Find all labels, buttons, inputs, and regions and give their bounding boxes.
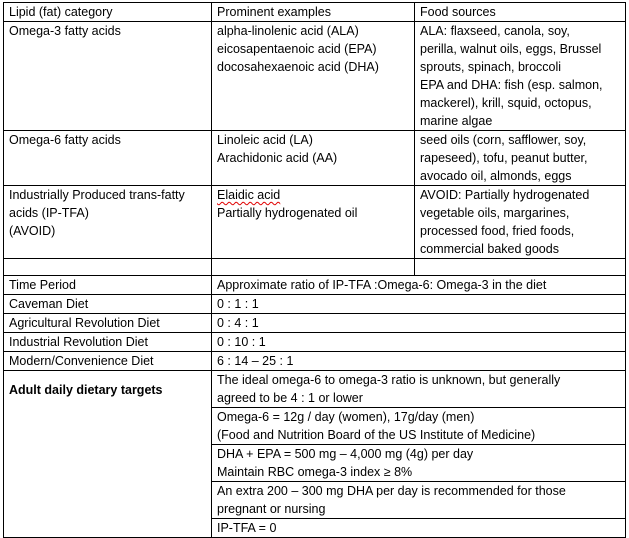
targets-label: Adult daily dietary targets (4, 371, 212, 538)
example-line: Elaidic acid (217, 188, 281, 202)
sources-cell (415, 22, 626, 131)
source-line: AVOID: Partially hydrogenated (420, 188, 590, 202)
example-line: docosahexaenoic acid (DHA) (217, 60, 379, 74)
spacer-cell (415, 259, 626, 276)
header-time-period: Time Period (4, 276, 212, 295)
target-line: An extra 200 – 300 mg DHA per day is recommended for those (217, 484, 566, 498)
sources-cell (415, 131, 626, 186)
category-line: Omega-6 fatty acids (9, 133, 121, 147)
target-row (4, 371, 626, 408)
source-line: ALA: flaxseed, canola, soy, (420, 24, 570, 38)
spacer-row (4, 259, 626, 276)
example-line: Linoleic acid (LA) (217, 133, 313, 147)
table1-row-ip-tfa (4, 186, 626, 259)
diet-ratio: 0 : 10 : 1 (212, 333, 626, 352)
target-line: The ideal omega-6 to omega-3 ratio is unknown, but generally (217, 373, 561, 387)
diet-row (4, 333, 626, 352)
target-cell (212, 371, 626, 408)
source-line: rapeseed), tofu, peanut butter, (420, 151, 588, 165)
source-line: perilla, walnut oils, eggs, Brussel (420, 42, 602, 56)
source-line: EPA and DHA: fish (esp. salmon, (420, 78, 603, 92)
category-line: Omega-3 fatty acids (9, 24, 121, 38)
target-cell (212, 519, 626, 538)
examples-cell (212, 131, 415, 186)
diet-period: Caveman Diet (4, 295, 212, 314)
source-line: vegetable oils, margarines, (420, 206, 570, 220)
target-line: Maintain RBC omega-3 index ≥ 8% (217, 465, 413, 479)
header-prominent-examples: Prominent examples (212, 3, 415, 22)
category-line: (AVOID) (9, 224, 56, 238)
target-line: agreed to be 4 : 1 or lower (217, 391, 363, 405)
header-ratio: Approximate ratio of IP-TFA :Omega-6: Omega-3 in the diet (212, 276, 626, 295)
category-cell (4, 186, 212, 259)
table1-row-omega3 (4, 22, 626, 131)
example-line: Partially hydrogenated oil (217, 206, 358, 220)
examples-cell (212, 22, 415, 131)
source-line: mackerel), krill, squid, octopus, (420, 96, 592, 110)
category-cell (4, 22, 212, 131)
diet-ratio: 6 : 14 – 25 : 1 (212, 352, 626, 371)
source-line: sprouts, spinach, broccoli (420, 60, 562, 74)
lipid-table (3, 2, 626, 538)
diet-row (4, 352, 626, 371)
spacer-cell (212, 259, 415, 276)
example-line: eicosapentaenoic acid (EPA) (217, 42, 377, 56)
diet-period: Industrial Revolution Diet (4, 333, 212, 352)
source-line: seed oils (corn, safflower, soy, (420, 133, 587, 147)
table1-header-row (4, 3, 626, 22)
target-cell (212, 408, 626, 445)
source-line: marine algae (420, 114, 493, 128)
table1-row-omega6 (4, 131, 626, 186)
diet-row (4, 314, 626, 333)
source-line: commercial baked goods (420, 242, 559, 256)
category-line: Industrially Produced trans-fatty (9, 188, 185, 202)
target-line: IP-TFA = 0 (217, 521, 277, 535)
header-lipid-category: Lipid (fat) category (4, 3, 212, 22)
category-line: acids (IP-TFA) (9, 206, 89, 220)
table2-header-row (4, 276, 626, 295)
examples-cell (212, 186, 415, 259)
target-line: pregnant or nursing (217, 502, 326, 516)
source-line: avocado oil, almonds, eggs (420, 169, 572, 183)
sources-cell (415, 186, 626, 259)
diet-period: Modern/Convenience Diet (4, 352, 212, 371)
spacer-cell (4, 259, 212, 276)
header-food-sources: Food sources (415, 3, 626, 22)
example-line: Arachidonic acid (AA) (217, 151, 338, 165)
target-cell (212, 482, 626, 519)
target-cell (212, 445, 626, 482)
diet-ratio: 0 : 4 : 1 (212, 314, 626, 333)
category-cell (4, 131, 212, 186)
source-line: processed food, fried foods, (420, 224, 575, 238)
target-line: Omega-6 = 12g / day (women), 17g/day (men) (217, 410, 475, 424)
target-line: DHA + EPA = 500 mg – 4,000 mg (4g) per day (217, 447, 474, 461)
diet-period: Agricultural Revolution Diet (4, 314, 212, 333)
diet-row (4, 295, 626, 314)
diet-ratio: 0 : 1 : 1 (212, 295, 626, 314)
target-line: (Food and Nutrition Board of the US Institute of Medicine) (217, 428, 536, 442)
example-line: alpha-linolenic acid (ALA) (217, 24, 359, 38)
